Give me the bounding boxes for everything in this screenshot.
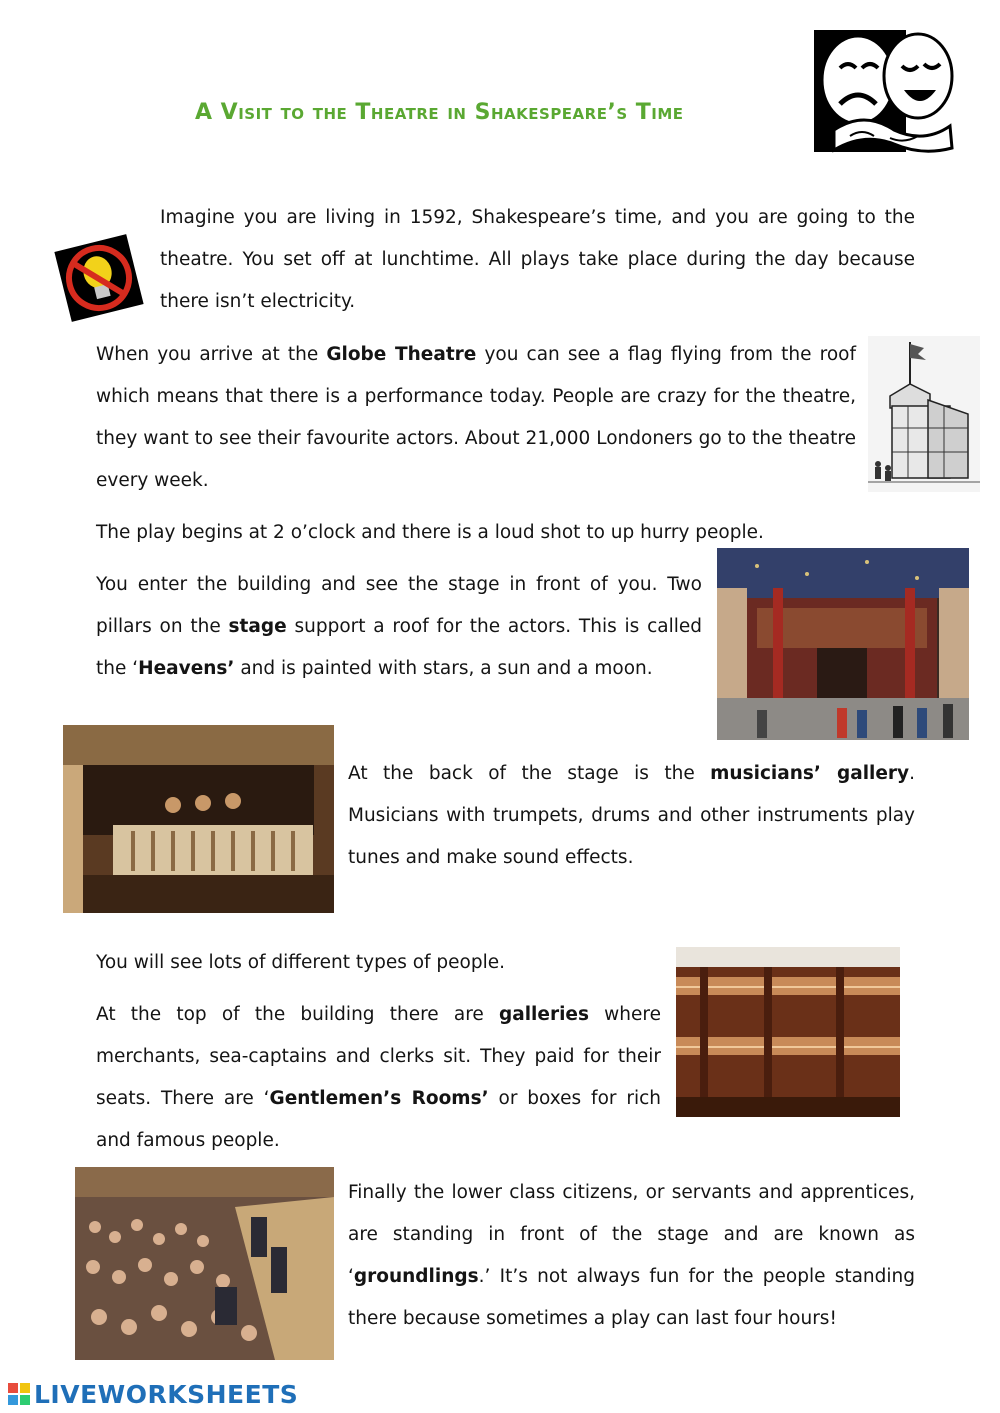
stage-text-a: You enter the building and see the stage in front of you. Two pillars on the — [96, 574, 702, 637]
globe-paragraph — [96, 334, 856, 502]
galleries-paragraph — [96, 994, 661, 1162]
galleries-term: galleries — [498, 1004, 589, 1025]
musicians-gallery-term: musicians’ gallery — [710, 763, 910, 784]
stage-photo — [717, 548, 969, 740]
stage-text-e: and is painted with stars, a sun and a moon. — [234, 658, 653, 679]
intro-paragraph — [160, 197, 915, 323]
start-time-text: The play begins at 2 o’clock and there is a loud shot to up hurry people. — [96, 522, 764, 543]
musicians-text-c: . Musicians with trumpets, drums and other instruments play tunes and make sound effects. — [348, 763, 915, 868]
galleries-photo — [676, 947, 900, 1117]
theatre-masks-icon — [810, 28, 958, 156]
footer-brand[interactable] — [8, 1380, 298, 1408]
brand-name: LIVEWORKSHEETS — [34, 1379, 299, 1409]
page-title: A Visit to the Theatre in Shakespeare’s Time — [195, 100, 684, 125]
groundlings-term: groundlings — [353, 1266, 479, 1287]
liveworksheets-logo-icon — [8, 1383, 30, 1405]
people-text: You will see lots of different types of people. — [96, 952, 506, 973]
groundlings-text-a: Finally the lower class citizens, or servants and apprentices, are standing in front of the stage and are known as ‘ — [348, 1182, 915, 1287]
musicians-text-a: At the back of the stage is the — [348, 763, 711, 784]
heavens-term: Heavens’ — [138, 658, 235, 679]
globe-theatre-term: Globe Theatre — [326, 344, 477, 365]
galleries-text-a: At the top of the building there are — [96, 1004, 499, 1025]
globe-theatre-sketch — [868, 336, 980, 492]
galleries-text-c: where merchants, sea-captains and clerks sit. They paid for their seats. There are ‘ — [96, 1004, 661, 1109]
people-paragraph — [96, 942, 656, 984]
no-electricity-icon — [52, 232, 146, 324]
musicians-paragraph — [348, 753, 915, 879]
globe-text-c: you can see a flag flying from the roof which means that there is a performance today. People are crazy for the theatre, they want to see their favourite actors. About 21,000 Londoners go to the theatre every week. — [96, 344, 856, 491]
intro-text: Imagine you are living in 1592, Shakespeare’s time, and you are going to the theatre. You set off at lunchtime. All plays take place during the day because there isn’t electricity. — [160, 207, 915, 312]
gentlemens-rooms-term: Gentlemen’s Rooms’ — [269, 1088, 489, 1109]
stage-paragraph — [96, 564, 702, 690]
groundlings-photo — [75, 1167, 334, 1360]
groundlings-paragraph — [348, 1172, 915, 1340]
groundlings-text-c: .’ It’s not always fun for the people standing there because sometimes a play can last four hours! — [348, 1266, 915, 1329]
stage-text-c: support a roof for the actors. This is called the ‘ — [96, 616, 703, 679]
musicians-gallery-photo — [63, 725, 334, 913]
galleries-text-e: or boxes for rich and famous people. — [96, 1088, 662, 1151]
globe-text-a: When you arrive at the — [96, 344, 327, 365]
stage-term: stage — [228, 616, 287, 637]
